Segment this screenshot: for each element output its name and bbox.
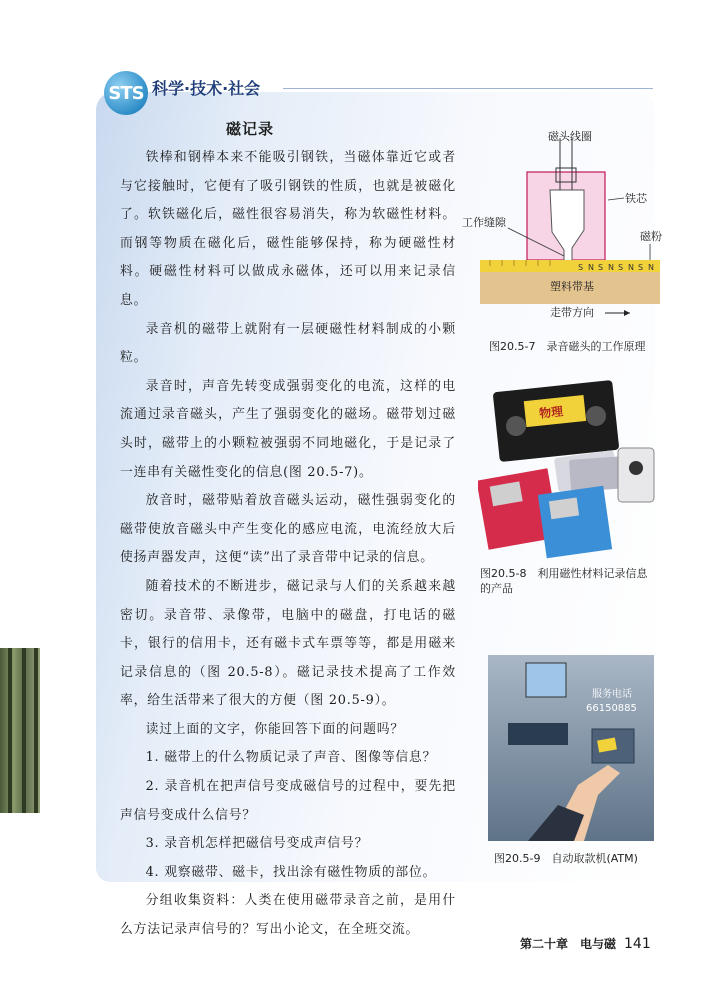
card-slot-panel xyxy=(508,723,568,745)
article-body xyxy=(120,144,456,945)
pole-label: N xyxy=(648,263,654,272)
page-number: 141 xyxy=(624,936,651,952)
title-rule xyxy=(283,88,653,89)
article-title: 磁记录 xyxy=(226,120,275,138)
paragraph: 录音机的磁带上就附有一层硬磁性材料制成的小颗粒。 xyxy=(120,321,456,366)
powder-label: 磁粉 xyxy=(640,230,662,243)
atm-sign-text: 66150885 xyxy=(586,703,637,714)
figure-caption: 图20.5-8 利用磁性材料记录信息的产品 xyxy=(480,567,648,595)
pole-label: S xyxy=(598,263,604,272)
floppy-disk-blue xyxy=(538,486,612,559)
paragraph: 读过上面的文字，你能回答下面的问题吗？ xyxy=(145,721,404,737)
pole-label: S xyxy=(638,263,644,272)
atm-sign-text: 服务电话 xyxy=(592,689,632,700)
question: 1. 磁带上的什么物质记录了声音、图像等信息？ xyxy=(145,750,437,766)
figure-caption: 图20.5-9 自动取款机(ATM) xyxy=(494,852,638,865)
magnetic-products-photo xyxy=(478,372,658,560)
paragraph: 分组收集资料：人类在使用磁带录音之前，是用什么方法记录声信号的？写出小论文，在全班交流。 xyxy=(120,893,456,938)
question: 3. 录音机怎样把磁信号变成声信号？ xyxy=(145,836,369,852)
pole-label: S xyxy=(578,263,584,272)
page-footer xyxy=(520,935,651,952)
paragraph: 随着技术的不断进步，磁记录与人们的关系越来越密切。录音带、录像带，电脑中的磁盘，打电话的磁卡，银行的信用卡，还有磁卡式车票等等，都是用磁来记录信息的（图 20.5-8）。磁记录技术提高了工作效率，给生活带来了很大的方便（图 20.5-9）。 xyxy=(120,578,456,709)
atm-photo xyxy=(488,655,654,841)
margin-photo-strip xyxy=(0,648,40,813)
paragraph: 放音时，磁带贴着放音磁头运动，磁性强弱变化的磁带使放音磁头中产生变化的感应电流，电流经放大后使扬声器发声，这便“读”出了录音带中记录的信息。 xyxy=(120,493,456,566)
chapter-label: 第二十章 电与磁 xyxy=(520,937,617,951)
question: 2. 录音机在把声信号变成磁信号的过程中，要先把声信号变成什么信号？ xyxy=(120,779,456,823)
cassette-label: 物理 xyxy=(538,404,564,421)
question: 4. 观察磁带、磁卡，找出涂有磁性物质的部位。 xyxy=(145,864,437,880)
core-label: 铁芯 xyxy=(625,192,647,205)
pole-label: N xyxy=(588,263,594,272)
base-label: 塑料带基 xyxy=(550,280,594,293)
pole-label: N xyxy=(608,263,614,272)
direction-label: 走带方向 xyxy=(550,306,594,319)
pole-label: N xyxy=(628,263,634,272)
figure-caption: 图20.5-7 录音磁头的工作原理 xyxy=(489,340,646,353)
paragraph: 铁棒和钢棒本来不能吸引钢铁，当磁体靠近它或者与它接触时，它便有了吸引钢铁的性质，也就是被磁化了。软铁磁化后，磁性很容易消失，称为软磁性材料。而钢等物质在磁化后，磁性能够保持，称为硬磁性材料。硬磁性材料可以做成永磁体，还可以用来记录信息。 xyxy=(120,150,456,308)
recording-head-diagram xyxy=(460,130,670,320)
arrow-icon xyxy=(624,310,630,316)
coil-label: 磁头线圈 xyxy=(548,130,592,143)
gap-label: 工作缝隙 xyxy=(462,216,506,229)
pole-label: S xyxy=(618,263,624,272)
sts-badge: STS xyxy=(104,71,148,115)
section-title: 科学·技术·社会 xyxy=(152,79,261,98)
paragraph: 录音时，声音先转变成强弱变化的电流，这样的电流通过录音磁头，产生了强弱变化的磁场。磁带划过磁头时，磁带上的小颗粒被强弱不同地磁化，于是记录了一连串有关磁性变化的信息(图 20.5-7)。 xyxy=(120,378,456,480)
atm-screen xyxy=(526,663,566,697)
